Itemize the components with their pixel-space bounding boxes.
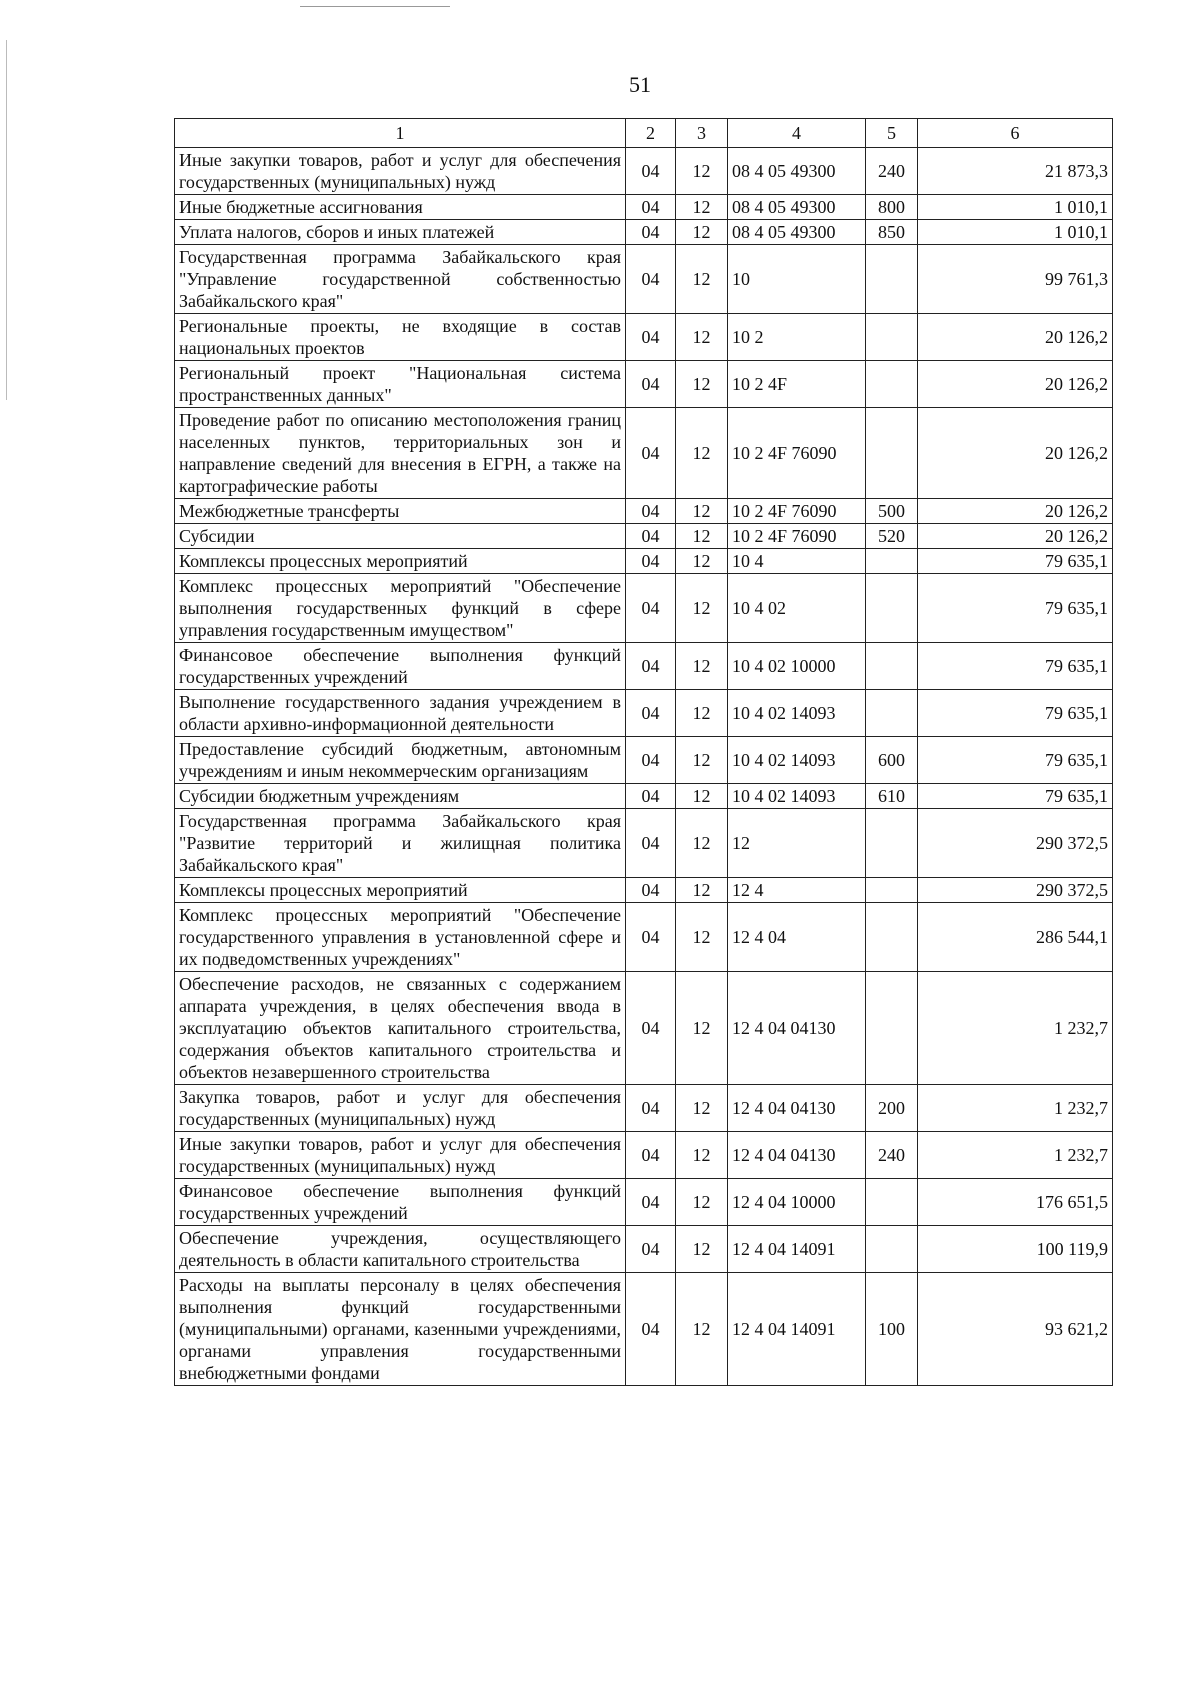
row-section: 04 [626,524,676,549]
table-row [175,195,1113,220]
row-name: Обеспечение учреждения, осуществляющего деятельность в области капитального строительства [175,1226,626,1273]
table-row [175,574,1113,643]
row-target-code: 10 2 4F 76090 [728,499,866,524]
row-amount: 20 126,2 [918,499,1113,524]
row-subsection: 12 [676,809,728,878]
row-section: 04 [626,643,676,690]
row-name: Субсидии [175,524,626,549]
row-amount: 79 635,1 [918,737,1113,784]
row-name: Обеспечение расходов, не связанных с содержанием аппарата учреждения, в целях обеспечения ввода в эксплуатацию объектов капитального строительства, содержания объектов капитального строительства и объектов незавершенного строительства [175,972,626,1085]
row-name: Комплексы процессных мероприятий [175,549,626,574]
row-target-code: 12 [728,809,866,878]
row-section: 04 [626,878,676,903]
row-name: Проведение работ по описанию местоположения границ населенных пунктов, территориальных зон и направление сведений для внесения в ЕГРН, а также на картографические работы [175,408,626,499]
row-subsection: 12 [676,737,728,784]
row-amount: 1 010,1 [918,195,1113,220]
row-subsection: 12 [676,1273,728,1386]
row-subsection: 12 [676,1132,728,1179]
row-section: 04 [626,737,676,784]
table-row [175,148,1113,195]
row-target-code: 10 4 02 10000 [728,643,866,690]
row-amount: 176 651,5 [918,1179,1113,1226]
row-amount: 1 232,7 [918,1085,1113,1132]
row-section: 04 [626,972,676,1085]
row-expense-type [866,643,918,690]
table-row [175,499,1113,524]
row-section: 04 [626,1085,676,1132]
row-section: 04 [626,499,676,524]
row-amount: 20 126,2 [918,314,1113,361]
row-section: 04 [626,361,676,408]
row-name: Комплекс процессных мероприятий "Обеспечение государственного управления в установленной сфере и их подведомственных учреждениях" [175,903,626,972]
row-expense-type: 240 [866,1132,918,1179]
row-target-code: 08 4 05 49300 [728,195,866,220]
row-amount: 93 621,2 [918,1273,1113,1386]
row-name: Региональные проекты, не входящие в состав национальных проектов [175,314,626,361]
row-target-code: 12 4 04 [728,903,866,972]
row-section: 04 [626,690,676,737]
row-expense-type [866,408,918,499]
row-amount: 1 232,7 [918,972,1113,1085]
row-subsection: 12 [676,690,728,737]
row-expense-type: 600 [866,737,918,784]
row-section: 04 [626,1273,676,1386]
table-row [175,737,1113,784]
page-number: 51 [629,72,651,97]
scan-artifact-line [300,6,450,7]
row-expense-type: 100 [866,1273,918,1386]
row-target-code: 10 [728,245,866,314]
row-amount: 100 119,9 [918,1226,1113,1273]
row-section: 04 [626,1179,676,1226]
row-target-code: 10 4 02 14093 [728,690,866,737]
row-target-code: 10 2 4F 76090 [728,408,866,499]
row-subsection: 12 [676,1085,728,1132]
row-amount: 21 873,3 [918,148,1113,195]
table-row [175,1273,1113,1386]
row-target-code: 12 4 04 14091 [728,1226,866,1273]
row-section: 04 [626,784,676,809]
row-subsection: 12 [676,148,728,195]
table-row [175,878,1113,903]
row-subsection: 12 [676,408,728,499]
row-name: Иные бюджетные ассигнования [175,195,626,220]
row-section: 04 [626,408,676,499]
row-amount: 20 126,2 [918,361,1113,408]
row-name: Финансовое обеспечение выполнения функций государственных учреждений [175,643,626,690]
row-name: Комплекс процессных мероприятий "Обеспечение выполнения государственных функций в сфере управления государственным имуществом" [175,574,626,643]
row-target-code: 10 2 4F [728,361,866,408]
row-section: 04 [626,903,676,972]
table-row [175,408,1113,499]
row-subsection: 12 [676,361,728,408]
table-row [175,549,1113,574]
row-expense-type [866,549,918,574]
row-section: 04 [626,314,676,361]
row-name: Выполнение государственного задания учреждением в области архивно-информационной деятельности [175,690,626,737]
table-row [175,903,1113,972]
row-expense-type [866,314,918,361]
row-amount: 1 232,7 [918,1132,1113,1179]
row-expense-type: 800 [866,195,918,220]
row-section: 04 [626,245,676,314]
row-section: 04 [626,148,676,195]
row-target-code: 12 4 04 14091 [728,1273,866,1386]
row-name: Предоставление субсидий бюджетным, автономным учреждениям и иным некоммерческим организациям [175,737,626,784]
row-expense-type [866,1179,918,1226]
row-name: Иные закупки товаров, работ и услуг для обеспечения государственных (муниципальных) нужд [175,1132,626,1179]
row-subsection: 12 [676,195,728,220]
row-name: Государственная программа Забайкальского края "Развитие территорий и жилищная политика Забайкальского края" [175,809,626,878]
row-target-code: 08 4 05 49300 [728,220,866,245]
row-name: Уплата налогов, сборов и иных платежей [175,220,626,245]
row-target-code: 08 4 05 49300 [728,148,866,195]
row-target-code: 12 4 04 04130 [728,1132,866,1179]
row-amount: 79 635,1 [918,549,1113,574]
row-expense-type [866,1226,918,1273]
row-target-code: 10 2 4F 76090 [728,524,866,549]
table-row [175,690,1113,737]
row-amount: 79 635,1 [918,690,1113,737]
row-expense-type [866,903,918,972]
column-header: 5 [866,119,918,148]
row-expense-type: 610 [866,784,918,809]
row-target-code: 12 4 04 04130 [728,972,866,1085]
row-name: Комплексы процессных мероприятий [175,878,626,903]
row-section: 04 [626,574,676,643]
row-amount: 290 372,5 [918,878,1113,903]
table-row [175,524,1113,549]
table-row [175,1226,1113,1273]
row-target-code: 10 4 [728,549,866,574]
row-target-code: 12 4 04 04130 [728,1085,866,1132]
row-name: Региональный проект "Национальная система пространственных данных" [175,361,626,408]
column-header: 3 [676,119,728,148]
row-expense-type [866,690,918,737]
row-subsection: 12 [676,524,728,549]
row-section: 04 [626,1132,676,1179]
row-section: 04 [626,549,676,574]
column-header: 6 [918,119,1113,148]
budget-table [174,118,1113,1386]
row-amount: 286 544,1 [918,903,1113,972]
table-row [175,1132,1113,1179]
row-name: Иные закупки товаров, работ и услуг для обеспечения государственных (муниципальных) нужд [175,148,626,195]
row-subsection: 12 [676,499,728,524]
row-amount: 79 635,1 [918,784,1113,809]
row-name: Субсидии бюджетным учреждениям [175,784,626,809]
row-name: Государственная программа Забайкальского края "Управление государственной собственностью Забайкальского края" [175,245,626,314]
row-name: Межбюджетные трансферты [175,499,626,524]
row-expense-type [866,574,918,643]
row-subsection: 12 [676,878,728,903]
table-row [175,1085,1113,1132]
table-row [175,314,1113,361]
row-target-code: 10 4 02 14093 [728,737,866,784]
row-subsection: 12 [676,245,728,314]
row-expense-type: 200 [866,1085,918,1132]
row-target-code: 12 4 04 10000 [728,1179,866,1226]
table-row [175,784,1113,809]
row-target-code: 12 4 [728,878,866,903]
table-row [175,972,1113,1085]
table-row [175,809,1113,878]
row-target-code: 10 4 02 [728,574,866,643]
row-expense-type: 500 [866,499,918,524]
row-expense-type: 520 [866,524,918,549]
table-row [175,1179,1113,1226]
row-expense-type [866,809,918,878]
row-amount: 99 761,3 [918,245,1113,314]
row-expense-type [866,972,918,1085]
row-name: Финансовое обеспечение выполнения функций государственных учреждений [175,1179,626,1226]
table-row [175,643,1113,690]
row-amount: 20 126,2 [918,524,1113,549]
row-amount: 20 126,2 [918,408,1113,499]
row-amount: 79 635,1 [918,643,1113,690]
row-subsection: 12 [676,972,728,1085]
row-subsection: 12 [676,574,728,643]
row-subsection: 12 [676,220,728,245]
row-amount: 79 635,1 [918,574,1113,643]
row-subsection: 12 [676,643,728,690]
row-expense-type: 240 [866,148,918,195]
column-header: 1 [175,119,626,148]
table-row [175,245,1113,314]
row-amount: 290 372,5 [918,809,1113,878]
row-name: Закупка товаров, работ и услуг для обеспечения государственных (муниципальных) нужд [175,1085,626,1132]
row-subsection: 12 [676,903,728,972]
row-subsection: 12 [676,314,728,361]
row-target-code: 10 2 [728,314,866,361]
row-expense-type [866,245,918,314]
row-section: 04 [626,220,676,245]
table-body [175,148,1113,1386]
row-expense-type: 850 [866,220,918,245]
row-name: Расходы на выплаты персоналу в целях обеспечения выполнения функций государственными (муниципальными) органами, казенными учреждениями, органами управления государственными внебюджетными фондами [175,1273,626,1386]
row-subsection: 12 [676,1226,728,1273]
table-header-row [175,119,1113,148]
table-row [175,361,1113,408]
row-subsection: 12 [676,784,728,809]
table-row [175,220,1113,245]
row-section: 04 [626,1226,676,1273]
row-section: 04 [626,195,676,220]
row-expense-type [866,361,918,408]
row-amount: 1 010,1 [918,220,1113,245]
column-header: 4 [728,119,866,148]
column-header: 2 [626,119,676,148]
row-section: 04 [626,809,676,878]
row-subsection: 12 [676,549,728,574]
row-subsection: 12 [676,1179,728,1226]
row-expense-type [866,878,918,903]
row-target-code: 10 4 02 14093 [728,784,866,809]
